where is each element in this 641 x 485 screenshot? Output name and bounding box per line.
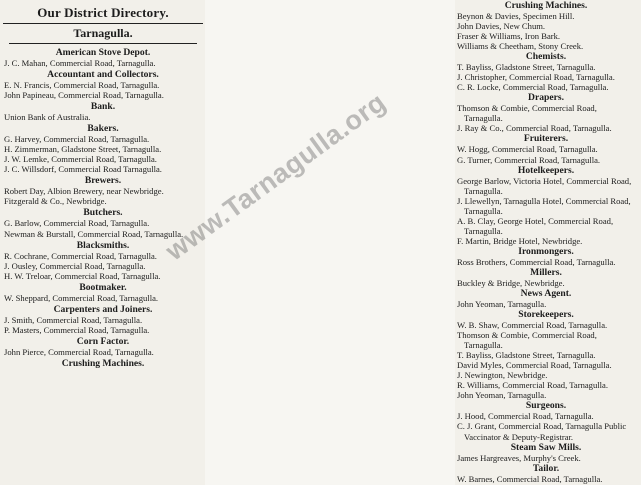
directory-entry: John Yeoman, Tarnagulla. [457, 298, 547, 309]
directory-entry: David Myles, Commercial Road, Tarnagulla. [457, 360, 612, 371]
directory-entry: J. W. Lemke, Commercial Road, Tarnagulla. [4, 154, 157, 165]
category-heading: Millers. [530, 266, 562, 278]
directory-entry: John Papineau, Commercial Road, Tarnagulla. [4, 90, 164, 101]
directory-entry: W. Sheppard, Commercial Road, Tarnagulla. [4, 292, 159, 303]
directory-entry: Ross Brothers, Commercial Road, Tarnagulla. [457, 256, 616, 267]
directory-entry: J. C. Mahan, Commercial Road, Tarnagulla. [4, 58, 156, 68]
directory-entry: J. C. Willsdorf, Commercial Road Tarnagulla. [4, 164, 162, 175]
directory-entry: J. Hood, Commercial Road, Tarnagulla. [457, 411, 594, 422]
watermark-text: www.Tarnagulla.org [160, 86, 392, 267]
directory-entry: G. Turner, Commercial Road, Tarnagulla. [457, 154, 601, 165]
directory-entry: Williams & Cheetham, Stony Creek. [457, 41, 584, 52]
directory-entry: J. Smith, Commercial Road, Tarnagulla. [4, 314, 143, 325]
category-heading: Carpenters and Joiners. [53, 303, 153, 315]
directory-entry: James Hargreaves, Murphy's Creek. [457, 452, 581, 463]
masthead-title: Our District Directory. [37, 5, 169, 20]
directory-entry: W. Hogg, Commercial Road, Tarnagulla. [457, 144, 598, 155]
directory-entry: Fraser & Williams, Iron Bark. [457, 31, 561, 42]
directory-entry: R. Cochrane, Commercial Road, Tarnagulla. [4, 250, 157, 261]
masthead-rule [3, 23, 203, 24]
category-heading: Butchers. [83, 207, 123, 219]
category-heading: Blacksmiths. [76, 239, 130, 251]
category-heading: Fruiterers. [523, 133, 569, 145]
directory-entry: P. Masters, Commercial Road, Tarnagulla. [4, 324, 150, 335]
directory-entry: C. R. Locke, Commercial Road, Tarnagulla. [457, 82, 609, 93]
directory-entry: John Pierce, Commercial Road, Tarnagulla. [4, 346, 154, 357]
town-heading: Tarnagulla. [73, 26, 133, 40]
directory-entry: J. Llewellyn, Tarnagulla Hotel, Commercial Road, Tarnagulla. [457, 195, 631, 216]
directory-entry: J. Christopher, Commercial Road, Tarnagulla. [457, 72, 615, 83]
directory-entry: T. Bayliss, Gladstone Street, Tarnagulla. [457, 62, 596, 73]
directory-entry: W. Barnes, Commercial Road, Tarnagulla. [457, 473, 603, 484]
directory-entry: George Barlow, Victoria Hotel, Commercial Road, Tarnagulla. [457, 175, 632, 196]
directory-entry: A. B. Clay, George Hotel, Commercial Road, Tarnagulla. [457, 215, 614, 236]
category-heading: Chemists. [525, 51, 567, 63]
directory-entry: Robert Day, Albion Brewery, near Newbridge. [4, 186, 164, 197]
category-heading: Surgeons. [525, 400, 567, 412]
category-heading: Tailor. [532, 462, 560, 474]
category-heading: Brewers. [84, 175, 122, 187]
category-heading: Drapers. [528, 92, 564, 104]
directory-entry: G. Barlow, Commercial Road, Tarnagulla. [4, 218, 150, 229]
directory-entry: J. Ousley, Commercial Road, Tarnagulla. [4, 260, 146, 271]
category-heading: Ironmongers. [518, 245, 574, 257]
right-column [456, 0, 636, 485]
category-heading: Bakers. [87, 123, 119, 135]
directory-entry: R. Williams, Commercial Road, Tarnagulla. [457, 380, 609, 391]
directory-entry: C. J. Grant, Commercial Road, Tarnagulla Public Vaccinator & Deputy-Registrar. [457, 421, 627, 442]
directory-entry: Thomson & Combie, Commercial Road, Tarnagulla. [457, 330, 597, 351]
category-heading: Bank. [90, 101, 116, 113]
right-sections [456, 0, 636, 484]
directory-entry: Thomson & Combie, Commercial Road, Tarnagulla. [457, 103, 597, 124]
directory-entry: John Davies, New Chum. [457, 21, 546, 32]
directory-entry: Newman & Burstall, Commercial Road, Tarnagulla. [4, 228, 184, 239]
left-sections [3, 47, 203, 369]
category-heading: Corn Factor. [76, 335, 130, 347]
directory-entry: J. Newington, Newbridge. [457, 370, 548, 381]
town-rule [9, 43, 197, 44]
directory-entry: Beynon & Davies, Specimen Hill. [457, 11, 575, 21]
directory-entry: H. Zimmerman, Gladstone Street, Tarnagulla. [4, 144, 162, 155]
directory-entry: Buckley & Bridge, Newbridge. [457, 277, 565, 288]
category-heading: Crushing Machines. [504, 0, 588, 11]
directory-entry: Fitzgerald & Co., Newbridge. [4, 196, 107, 207]
directory-entry: Union Bank of Australia. [4, 112, 91, 123]
directory-entry: John Yeoman, Tarnagulla. [457, 390, 547, 401]
directory-entry: E. N. Francis, Commercial Road, Tarnagulla. [4, 80, 160, 91]
category-heading: News Agent. [520, 287, 572, 299]
directory-entry: T. Bayliss, Gladstone Street, Tarnagulla. [457, 350, 596, 361]
directory-entry: G. Harvey, Commercial Road, Tarnagulla. [4, 134, 150, 145]
directory-entry: J. Ray & Co., Commercial Road, Tarnagulla. [457, 123, 612, 134]
category-heading: Accountant and Collectors. [47, 69, 159, 81]
category-heading: Bootmaker. [79, 281, 127, 293]
category-heading: Crushing Machines. [61, 357, 145, 369]
directory-entry: W. B. Shaw, Commercial Road, Tarnagulla. [457, 320, 608, 331]
category-heading: Steam Saw Mills. [510, 441, 582, 453]
directory-entry: F. Martin, Bridge Hotel, Newbridge. [457, 235, 583, 246]
page-gutter [205, 0, 455, 485]
category-heading: Storekeepers. [518, 309, 574, 321]
category-heading: American Stove Depot. [55, 47, 151, 58]
category-heading: Hotelkeepers. [517, 164, 575, 176]
directory-entry: H. W. Treloar, Commercial Road, Tarnagulla. [4, 270, 161, 281]
